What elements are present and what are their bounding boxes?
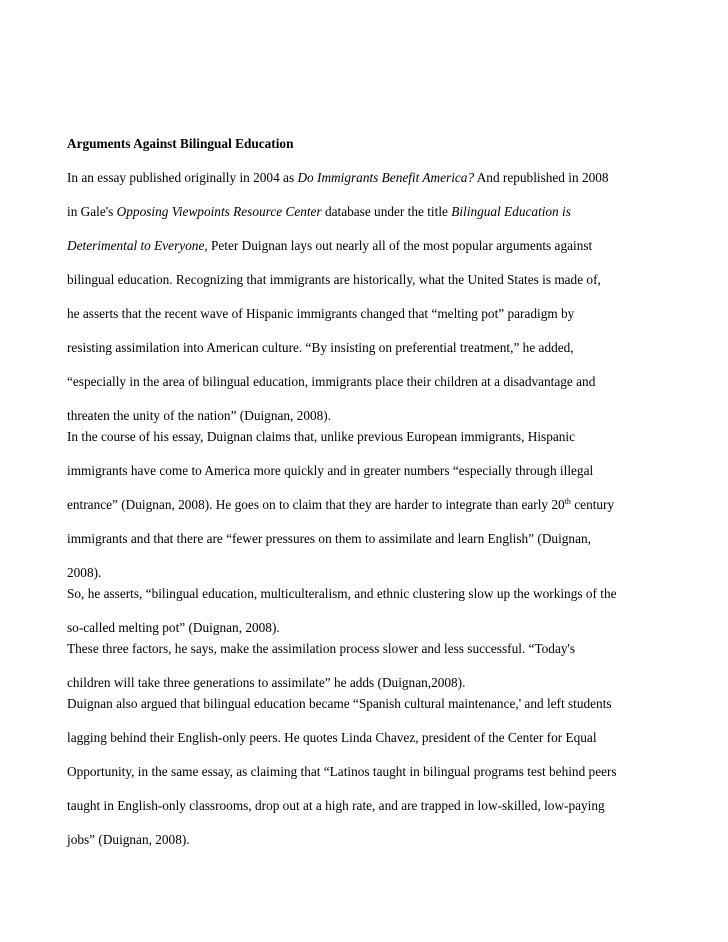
text-run: database under the title	[321, 204, 452, 219]
paragraph-line: jobs” (Duignan, 2008).	[67, 832, 190, 847]
paragraph-line: resisting assimilation into American culture. “By insisting on preferential treatment,” he added,	[67, 340, 574, 355]
paragraph-line: Opportunity, in the same essay, as claiming that “Latinos taught in bilingual programs test behind peers	[67, 764, 617, 779]
paragraph-5	[67, 694, 667, 849]
paragraph-line	[67, 202, 667, 221]
paragraph-line: bilingual education. Recognizing that immigrants are historically, what the United States is made of,	[67, 272, 601, 287]
superscript: th	[564, 497, 571, 506]
paragraph-line	[67, 236, 667, 255]
text-run: , Peter Duignan lays out nearly all of the most popular arguments against	[204, 238, 593, 253]
paragraph-1	[67, 168, 667, 425]
text-run: And republished in 2008	[474, 170, 609, 185]
paragraph-line: taught in English-only classrooms, drop out at a high rate, and are trapped in low-skilled, low-paying	[67, 798, 605, 813]
italic-title: Do Immigrants Benefit America?	[297, 170, 475, 185]
paragraph-line: 2008).	[67, 565, 102, 580]
paragraph-2	[67, 427, 667, 582]
italic-title: Deterimental to Everyone	[67, 238, 205, 253]
italic-title: Opposing Viewpoints Resource Center	[116, 204, 322, 219]
paragraph-line: children will take three generations to assimilate” he adds (Duignan,2008).	[67, 675, 466, 690]
text-run: In an essay published originally in 2004 as	[67, 170, 298, 185]
paragraph-line: immigrants have come to America more quickly and in greater numbers “especially through illegal	[67, 463, 594, 478]
paragraph-line: lagging behind their English-only peers. He quotes Linda Chavez, president of the Center for Equal	[67, 730, 597, 745]
paragraph-line: immigrants and that there are “fewer pressures on them to assimilate and learn English” (Duignan,	[67, 531, 591, 546]
paragraph-line	[67, 495, 667, 514]
paragraph-line: threaten the unity of the nation” (Duignan, 2008).	[67, 408, 332, 423]
document-heading: Arguments Against Bilingual Education	[67, 136, 294, 151]
text-run: entrance” (Duignan, 2008). He goes on to claim that they are harder to integrate than early 20	[67, 497, 565, 512]
paragraph-line	[67, 168, 667, 187]
paragraph-line: so-called melting pot” (Duignan, 2008).	[67, 620, 280, 635]
paragraph-line: Duignan also argued that bilingual education became “Spanish cultural maintenance,' and left students	[67, 696, 612, 711]
paragraph-3	[67, 584, 667, 637]
document-body	[67, 134, 667, 849]
paragraph-line: “especially in the area of bilingual education, immigrants place their children at a disadvantage and	[67, 374, 596, 389]
paragraph-line: These three factors, he says, make the assimilation process slower and less successful. “Today's	[67, 641, 576, 656]
paragraph-line: So, he asserts, “bilingual education, multiculteralism, and ethnic clustering slow up the workings of the	[67, 586, 617, 601]
paragraph-line: In the course of his essay, Duignan claims that, unlike previous European immigrants, Hispanic	[67, 429, 575, 444]
text-run: century	[570, 497, 615, 512]
text-run: in Gale's	[67, 204, 117, 219]
paragraph-line: he asserts that the recent wave of Hispanic immigrants changed that “melting pot” paradigm by	[67, 306, 575, 321]
italic-title: Bilingual Education is	[451, 204, 571, 219]
paragraph-4	[67, 639, 667, 692]
